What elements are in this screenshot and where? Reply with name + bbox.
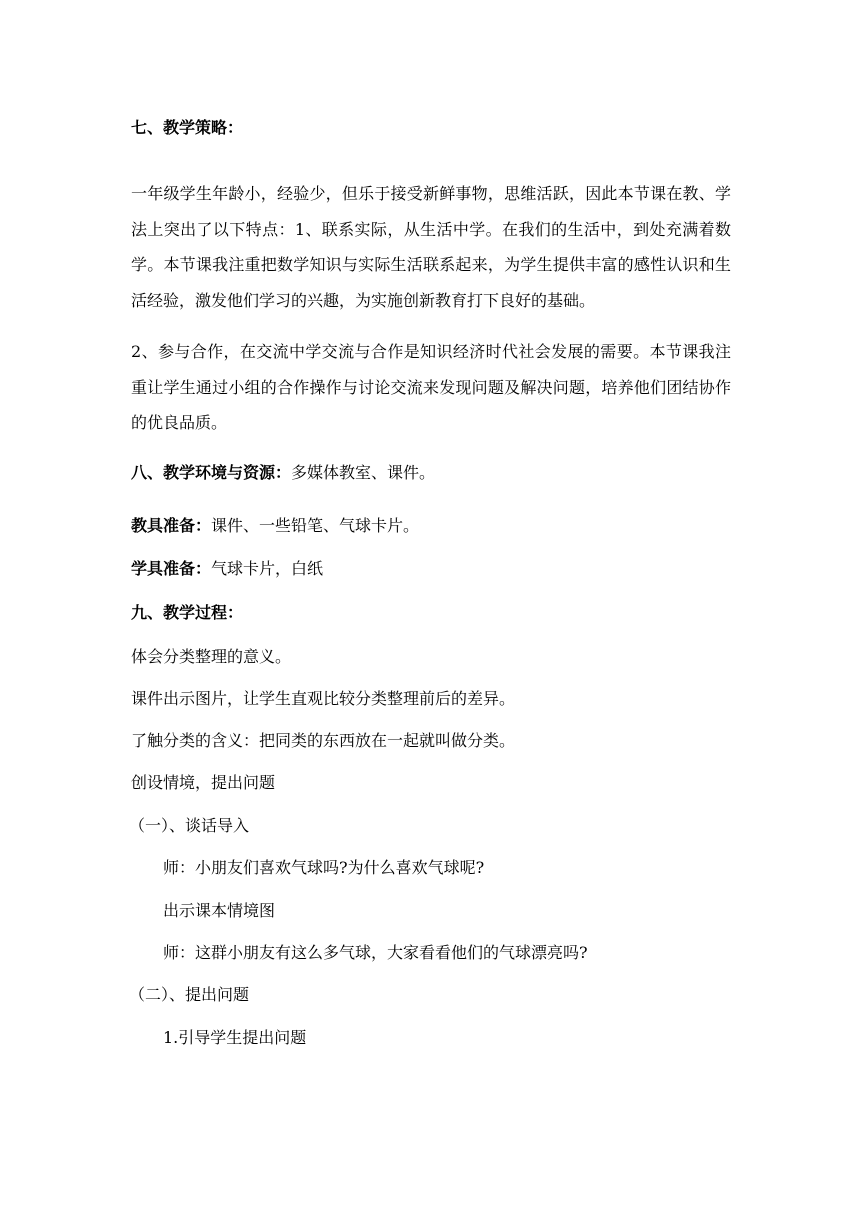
teacher-prep-label: 教具准备： — [131, 516, 212, 535]
teacher-prep-text: 课件、一些铅笔、气球卡片。 — [211, 516, 420, 535]
teacher-question-1: 师：小朋友们喜欢气球吗?为什么喜欢气球呢? — [163, 858, 485, 877]
teacher-question-2: 师：这群小朋友有这么多气球，大家看看他们的气球漂亮吗? — [163, 943, 588, 962]
process-line-3: 了触分类的含义：把同类的东西放在一起就叫做分类。 — [131, 731, 516, 750]
process-line-1: 体会分类整理的意义。 — [131, 647, 292, 666]
student-prep-text: 气球卡片，白纸 — [211, 559, 324, 578]
section-8-heading: 八、教学环境与资源： — [131, 463, 292, 482]
student-prep-label: 学具准备： — [131, 559, 212, 578]
subsection-1-heading: （一）、谈话导入 — [129, 816, 250, 835]
section-9-heading: 九、教学过程： — [131, 603, 244, 622]
section-7-heading: 七、教学策略： — [131, 118, 244, 137]
subsection-2-heading: （二）、提出问题 — [129, 985, 250, 1004]
section-8-text: 多媒体教室、课件。 — [291, 463, 436, 482]
section-7-paragraph-1: 一年级学生年龄小，经验少，但乐于接受新鲜事物，思维活跃，因此本节课在教、学法上突出了以下特点：1、联系实际，从生活中学。在我们的生活中，到处充满着数学。本节课我注重把数学知识与实际生活联系起来，为学生提供丰富的感性认识和生活经验，激发他们学习的兴趣，为实施创新教育打下良好的基础。 — [131, 184, 731, 310]
guide-students-line: 1.引导学生提出问题 — [163, 1028, 307, 1047]
section-8-line — [131, 463, 435, 483]
process-line-4: 创设情境，提出问题 — [131, 773, 276, 792]
student-prep-line — [131, 559, 323, 579]
process-line-2: 课件出示图片，让学生直观比较分类整理前后的差异。 — [131, 689, 516, 708]
teacher-prep-line — [131, 516, 419, 536]
section-7-paragraph-2: 2、参与合作，在交流中学交流与合作是知识经济时代社会发展的需要。本节课我注重让学生通过小组的合作操作与讨论交流来发现问题及解决问题，培养他们团结协作的优良品质。 — [131, 342, 731, 432]
show-scene-image: 出示课本情境图 — [163, 901, 276, 920]
